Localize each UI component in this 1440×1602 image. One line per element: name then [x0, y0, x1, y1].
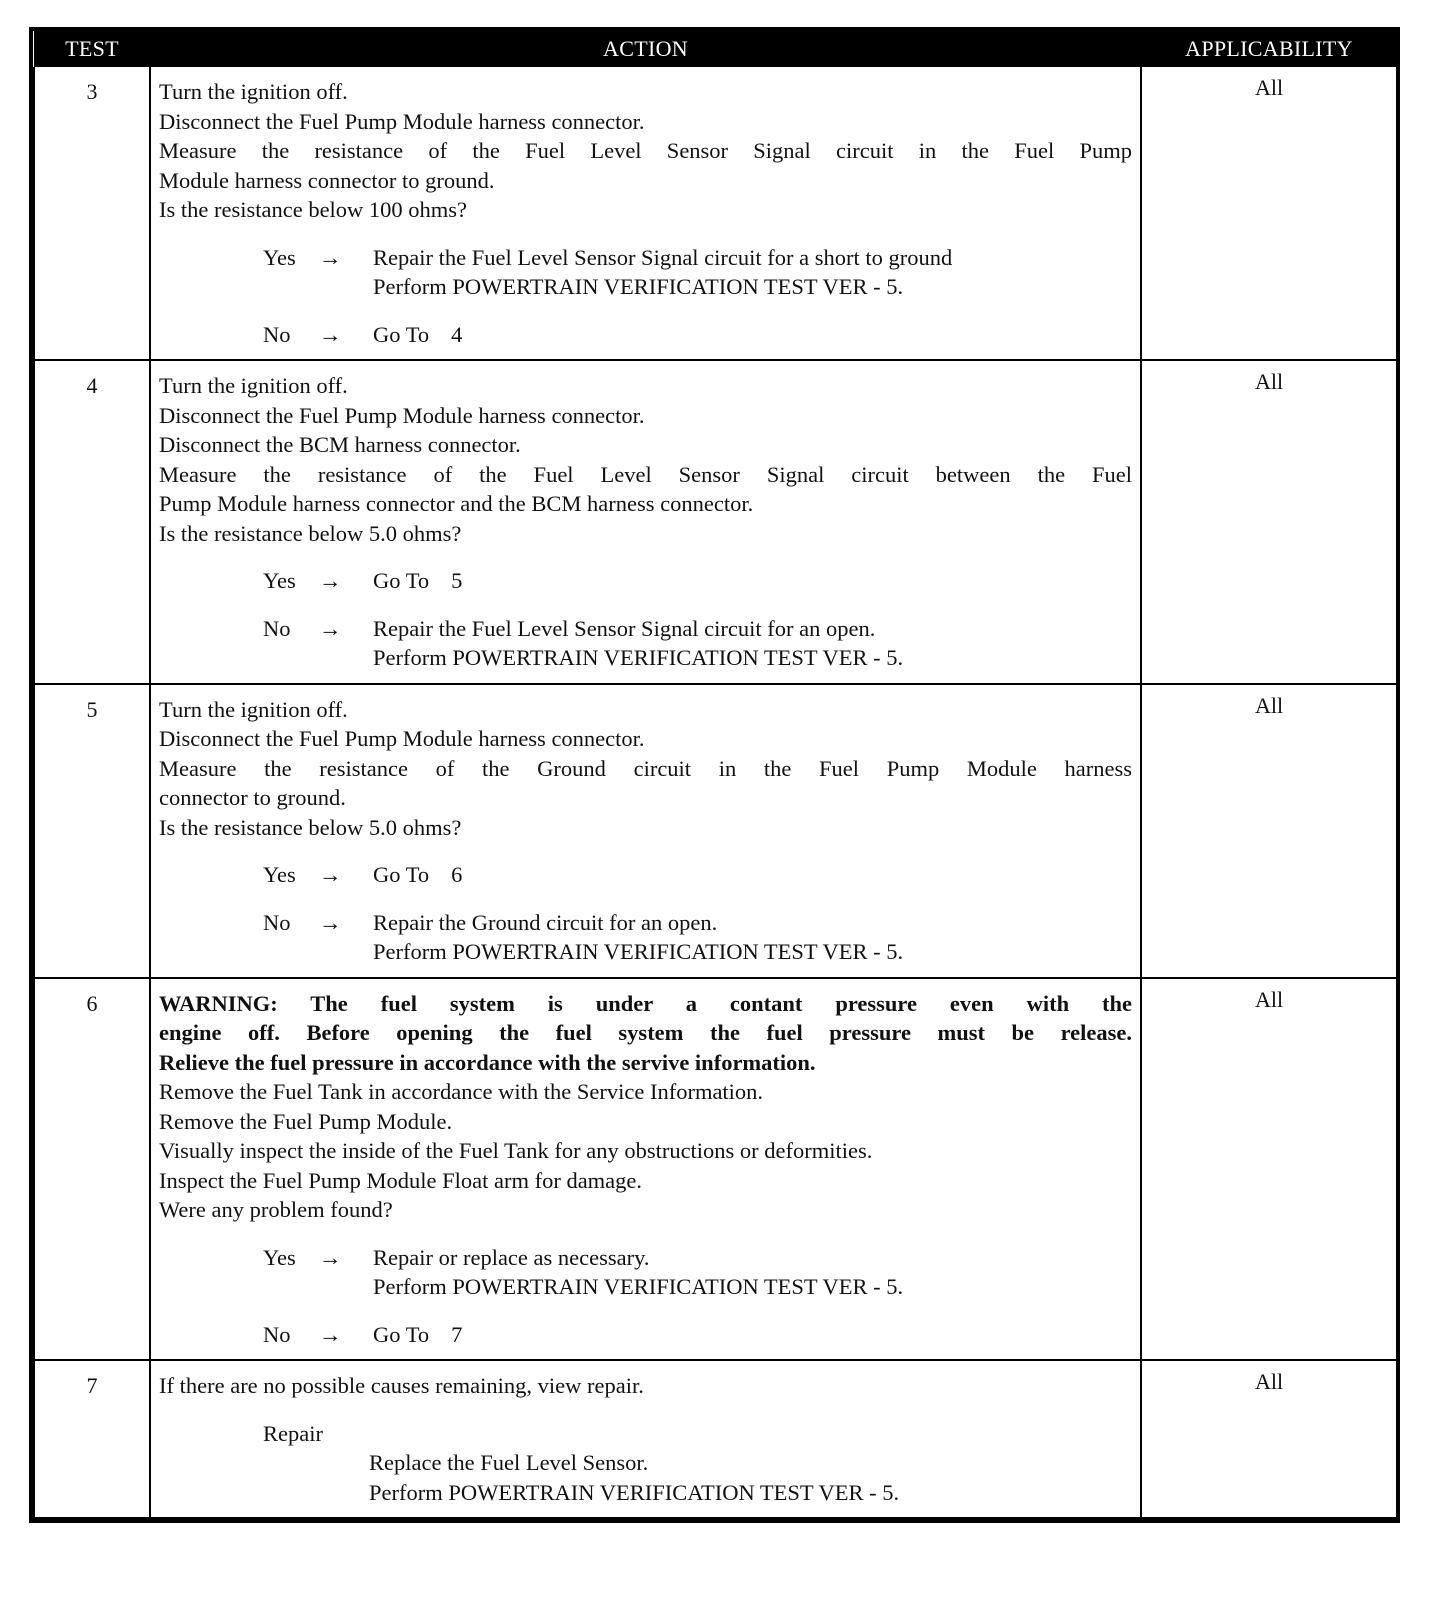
- action-cell: [150, 978, 1141, 1361]
- repair-block: [263, 1419, 1132, 1508]
- yes-answer: [263, 566, 1132, 596]
- right-arrow-icon: →: [319, 862, 342, 887]
- yes-answer: [263, 1243, 1132, 1302]
- right-arrow-icon: →: [319, 615, 342, 641]
- answer-line: Repair the Fuel Level Sensor Signal circuit for an open.: [373, 615, 876, 641]
- answer-label: Yes: [263, 1244, 296, 1270]
- right-arrow-icon: →: [319, 568, 342, 593]
- goto-reference: [373, 1322, 462, 1347]
- answer-label: No: [263, 909, 291, 935]
- answer-list: [159, 860, 1132, 967]
- step-line: Measure the resistance of the Fuel Level Sensor Signal circuit between the Fuel: [159, 461, 1132, 487]
- test-number: 7: [34, 1360, 150, 1518]
- applicability-value: All: [1141, 684, 1397, 978]
- goto-label: Go To: [373, 321, 430, 347]
- goto-label: Go To: [373, 1321, 430, 1347]
- repair-line: Replace the Fuel Level Sensor.: [369, 1450, 649, 1475]
- diagnostic-test-table: [29, 27, 1400, 1523]
- answer-text: [373, 860, 1132, 890]
- table-row: [34, 978, 1397, 1361]
- answer-text: [373, 614, 1132, 673]
- answer-label: Yes: [263, 862, 296, 887]
- step-line: Measure the resistance of the Ground circuit in the Fuel Pump Module harness: [159, 755, 1132, 781]
- table-body: [34, 67, 1397, 1518]
- answer-text: [373, 1320, 1132, 1350]
- answer-line: Perform POWERTRAIN VERIFICATION TEST VER - 5.: [373, 645, 904, 670]
- answer-line: Repair the Fuel Level Sensor Signal circuit for a short to ground: [373, 244, 953, 270]
- answer-text: [373, 1243, 1132, 1302]
- header-test: TEST: [34, 31, 150, 67]
- answer-text: [373, 566, 1132, 596]
- step-line: Is the resistance below 100 ohms?: [159, 197, 468, 222]
- answer-line: Perform POWERTRAIN VERIFICATION TEST VER - 5.: [373, 1274, 904, 1299]
- no-answer: [263, 614, 1132, 673]
- test-number: 5: [34, 684, 150, 978]
- table-row: [34, 1360, 1397, 1518]
- answer-label: No: [263, 1321, 291, 1347]
- step-line: Visually inspect the inside of the Fuel Tank for any obstructions or deformities.: [159, 1138, 873, 1163]
- table-row: [34, 684, 1397, 978]
- applicability-value: All: [1141, 360, 1397, 684]
- goto-number: 6: [451, 862, 463, 887]
- answer-label: No: [263, 615, 291, 641]
- table-row: [34, 360, 1397, 684]
- table-row: [34, 67, 1397, 360]
- action-cell: [150, 360, 1141, 684]
- step-line: Remove the Fuel Pump Module.: [159, 1108, 453, 1134]
- answer-text: [373, 243, 1132, 302]
- action-cell: [150, 1360, 1141, 1518]
- right-arrow-icon: →: [319, 321, 342, 347]
- header-row: [34, 31, 1397, 67]
- applicability-value: All: [1141, 978, 1397, 1361]
- step-line: connector to ground.: [159, 785, 346, 810]
- applicability-value: All: [1141, 1360, 1397, 1518]
- no-answer: [263, 320, 1132, 350]
- goto-reference: [373, 322, 462, 347]
- yes-answer: [263, 243, 1132, 302]
- answer-label: No: [263, 321, 291, 347]
- answer-list: [159, 566, 1132, 673]
- step-line: Turn the ignition off.: [159, 373, 348, 398]
- answer-line: Perform POWERTRAIN VERIFICATION TEST VER - 5.: [373, 274, 904, 299]
- step-line: Turn the ignition off.: [159, 696, 348, 722]
- answer-line: Repair the Ground circuit for an open.: [373, 909, 718, 935]
- applicability-value: All: [1141, 67, 1397, 360]
- test-number: 4: [34, 360, 150, 684]
- yes-answer: [263, 860, 1132, 890]
- action-cell: [150, 684, 1141, 978]
- right-arrow-icon: →: [319, 244, 342, 270]
- goto-number: 4: [451, 321, 463, 347]
- goto-number: 7: [451, 1321, 463, 1347]
- goto-label: Go To: [373, 568, 430, 593]
- step-line: Is the resistance below 5.0 ohms?: [159, 814, 462, 840]
- repair-line: Perform POWERTRAIN VERIFICATION TEST VER - 5.: [369, 1479, 900, 1505]
- goto-reference: [373, 862, 462, 887]
- step-line: Pump Module harness connector and the BCM harness connector.: [159, 491, 754, 516]
- step-line: Inspect the Fuel Pump Module Float arm for damage.: [159, 1167, 643, 1193]
- repair-lines: [369, 1448, 1132, 1507]
- step-line: Module harness connector to ground.: [159, 167, 495, 193]
- no-answer: [263, 908, 1132, 967]
- warning-line: Relieve the fuel pressure in accordance with the servive information.: [159, 1049, 816, 1075]
- answer-text: [373, 320, 1132, 350]
- test-number: 3: [34, 67, 150, 360]
- right-arrow-icon: →: [319, 1244, 342, 1270]
- header-applicability: APPLICABILITY: [1141, 31, 1397, 67]
- warning-line: engine off. Before opening the fuel system the fuel pressure must be release.: [159, 1020, 1132, 1045]
- step-line: Turn the ignition off.: [159, 79, 348, 104]
- step-line: Remove the Fuel Tank in accordance with the Service Information.: [159, 1079, 764, 1104]
- warning-line: WARNING: The fuel system is under a contant pressure even with the: [159, 990, 1132, 1016]
- answer-list: [159, 243, 1132, 350]
- repair-label: Repair: [263, 1420, 323, 1446]
- test-grid: [33, 31, 1398, 1519]
- step-line: Disconnect the Fuel Pump Module harness connector.: [159, 402, 645, 428]
- answer-label: Yes: [263, 568, 296, 593]
- step-line: Disconnect the BCM harness connector.: [159, 432, 521, 457]
- answer-line: Repair or replace as necessary.: [373, 1244, 650, 1270]
- test-number: 6: [34, 978, 150, 1361]
- step-line: If there are no possible causes remaining, view repair.: [159, 1373, 644, 1398]
- action-cell: [150, 67, 1141, 360]
- right-arrow-icon: →: [319, 1321, 342, 1347]
- no-answer: [263, 1320, 1132, 1350]
- answer-text: [373, 908, 1132, 967]
- answer-label: Yes: [263, 244, 296, 270]
- answer-line: Perform POWERTRAIN VERIFICATION TEST VER - 5.: [373, 939, 904, 964]
- step-line: Measure the resistance of the Fuel Level Sensor Signal circuit in the Fuel Pump: [159, 138, 1132, 163]
- step-line: Disconnect the Fuel Pump Module harness connector.: [159, 108, 645, 134]
- goto-reference: [373, 568, 462, 593]
- answer-list: [159, 1243, 1132, 1350]
- right-arrow-icon: →: [319, 909, 342, 935]
- step-line: Is the resistance below 5.0 ohms?: [159, 520, 462, 546]
- step-line: Disconnect the Fuel Pump Module harness connector.: [159, 726, 645, 751]
- header-action: ACTION: [150, 31, 1141, 67]
- goto-number: 5: [451, 568, 463, 593]
- goto-label: Go To: [373, 862, 430, 887]
- step-line: Were any problem found?: [159, 1197, 393, 1222]
